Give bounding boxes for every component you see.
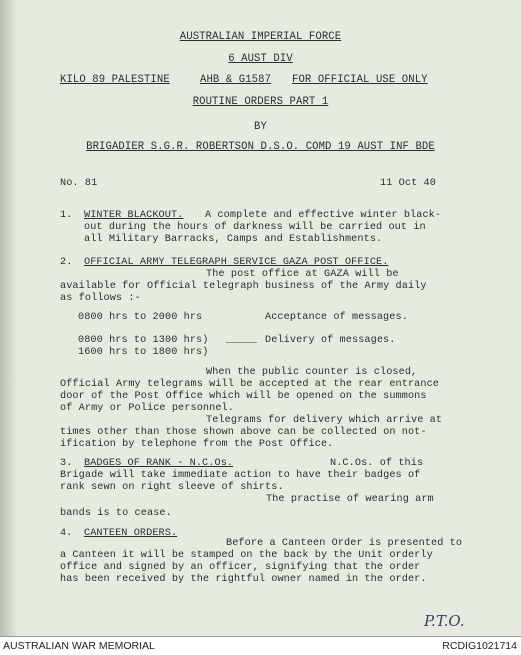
item-2-body-line: When the public counter is closed, (206, 367, 418, 378)
item-3-line: N.C.Os. of this (330, 458, 424, 469)
item-4-line: office and signed by an officer, signifying that the order (60, 562, 421, 573)
item-3-line: bands is to cease. (60, 508, 172, 519)
header-classification: FOR OFFICIAL USE ONLY (292, 74, 428, 86)
item-2-body-line: Official Army telegrams will be accepted at the rear entrance (60, 379, 440, 390)
item-2-number: 2. (60, 257, 73, 268)
schedule-time: 0800 hrs to 2000 hrs (78, 312, 203, 323)
item-2-body-line: times other than those shown above can be collected on not- (60, 427, 427, 438)
schedule-label: Acceptance of messages. (265, 312, 408, 323)
item-2-intro-line: available for Official telegraph business of the Army daily (60, 281, 427, 292)
item-2-intro-line: The post office at GAZA will be (206, 269, 399, 280)
footer-archive-name: AUSTRALIAN WAR MEMORIAL (3, 640, 155, 652)
header-author: BRIGADIER S.G.R. ROBERTSON D.S.O. COMD 19 AUST INF BDE (86, 141, 435, 153)
item-3-line: The practise of wearing arm (266, 494, 434, 505)
header-by: BY (254, 121, 267, 133)
header-line-2: 6 AUST DIV (228, 53, 293, 65)
archive-footer (0, 636, 521, 655)
item-1-line: all Military Barracks, Camps and Establishments. (84, 234, 383, 245)
header-line-1: AUSTRALIAN IMPERIAL FORCE (179, 31, 342, 43)
item-1-heading: WINTER BLACKOUT. (84, 210, 184, 221)
order-date: 11 Oct 40 (380, 178, 436, 189)
item-3-line: Brigade will take immediate action to have their badges of (60, 470, 421, 481)
schedule-time: 0800 hrs to 1300 hrs) (78, 335, 209, 346)
item-2-intro-line: as follows :- (60, 293, 141, 304)
header-code: KILO 89 PALESTINE (60, 74, 170, 86)
item-2-body-line: door of the Post Office which will be opened on the summons (60, 391, 427, 402)
item-1-line: A complete and effective winter black- (205, 210, 442, 221)
item-2-body-line: of Army or Police personnel. (60, 403, 234, 414)
footer-record-id: RCDIG1021714 (442, 640, 517, 652)
item-4-number: 4. (60, 528, 73, 539)
item-4-line: Before a Canteen Order is presented to (226, 538, 463, 549)
item-3-heading: BADGES OF RANK - N.C.Os. (84, 458, 234, 469)
item-2-body-line: Telegrams for delivery which arrive at (206, 415, 443, 426)
item-4-heading: CANTEEN ORDERS. (84, 528, 178, 539)
item-1-line: out during the hours of darkness will be carried out in (84, 222, 426, 233)
item-2-body-line: ification by telephone from the Post Office. (60, 439, 334, 450)
item-4-line: has been received by the rightful owner named in the order. (60, 574, 427, 585)
item-1-number: 1. (60, 210, 73, 221)
item-4-line: a Canteen it will be stamped on the back by the Unit orderly (60, 550, 433, 561)
order-number: No. 81 (60, 178, 98, 189)
item-2-heading: OFFICIAL ARMY TELEGRAPH SERVICE GAZA POST OFFICE. (84, 257, 389, 268)
item-3-number: 3. (60, 458, 73, 469)
schedule-label: Delivery of messages. (265, 335, 396, 346)
document-title: ROUTINE ORDERS PART 1 (192, 96, 329, 108)
item-3-line: rank sewn on right sleeve of shirts. (60, 482, 284, 493)
schedule-dash: _____ (226, 335, 258, 346)
pto-annotation: P.T.O. (424, 612, 465, 630)
header-ref: AHB & G1587 (200, 74, 272, 86)
schedule-time: 1600 hrs to 1800 hrs) (78, 347, 209, 358)
